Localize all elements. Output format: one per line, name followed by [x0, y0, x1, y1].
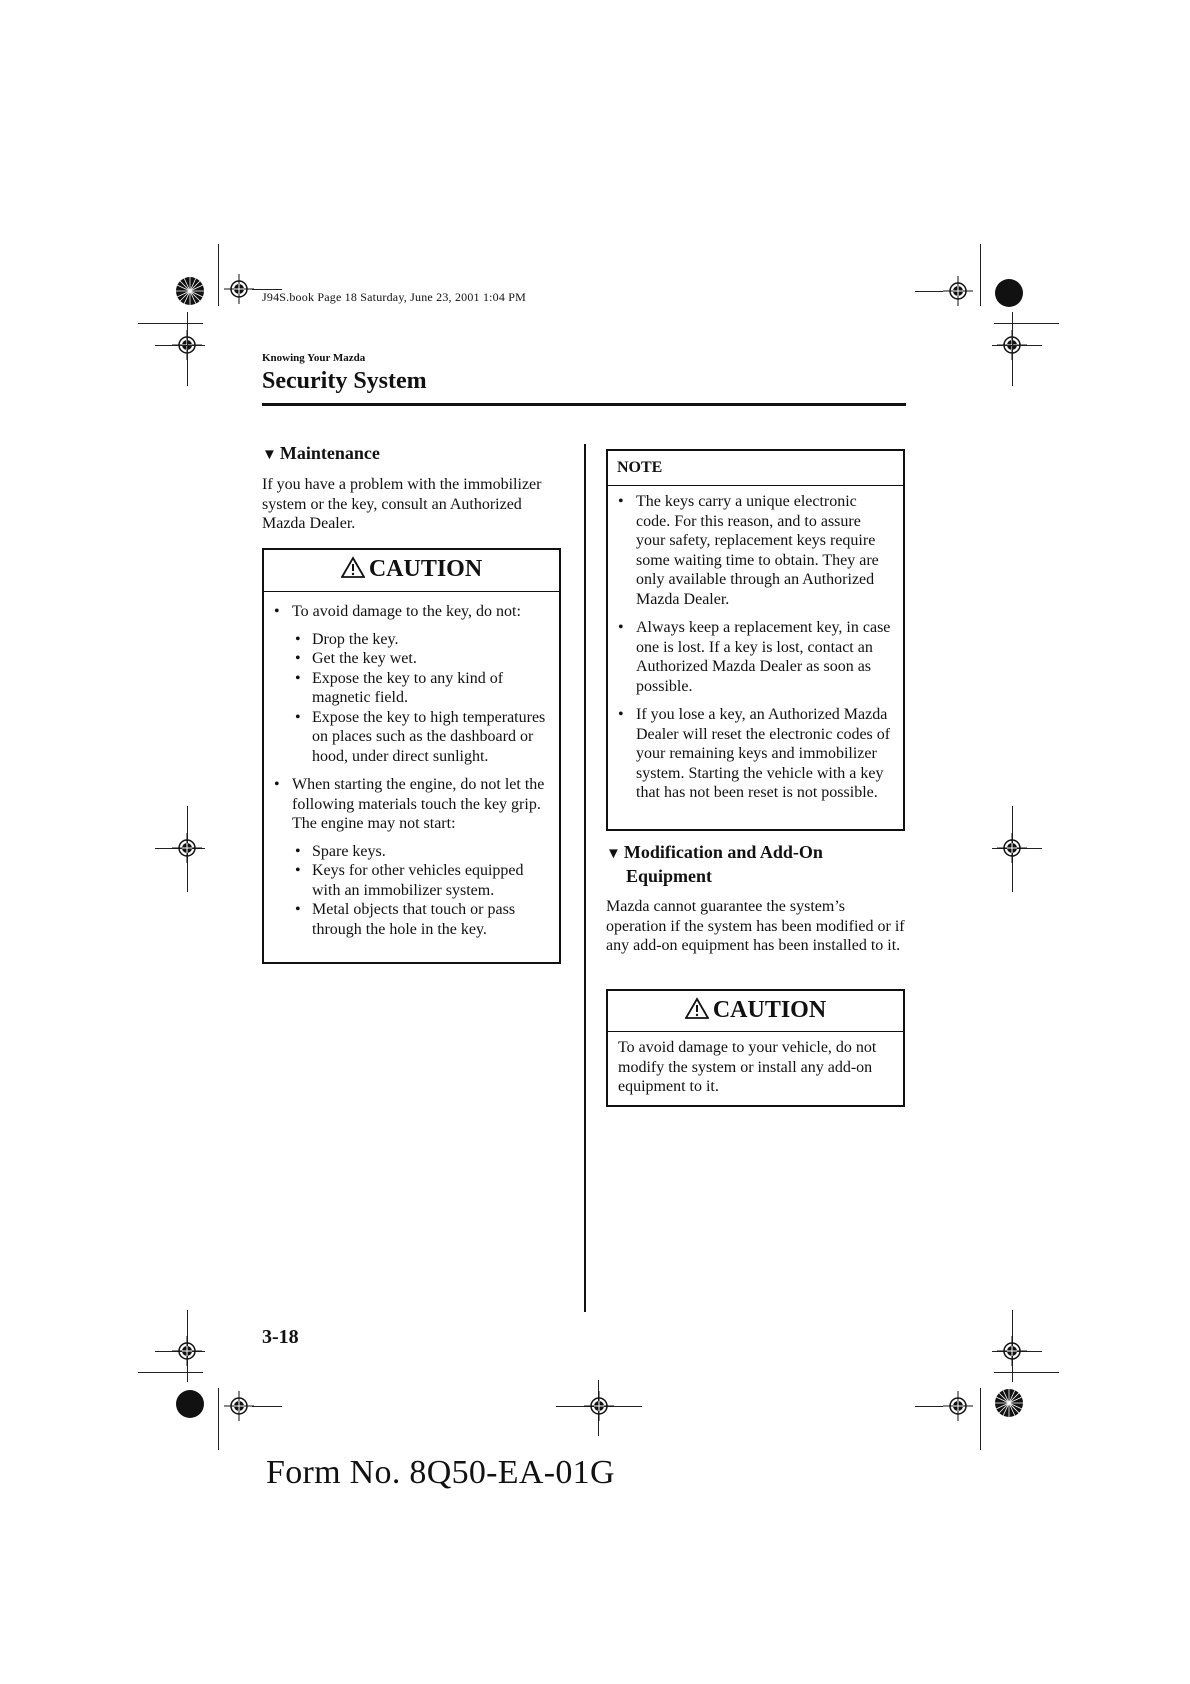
solid-dot-mark-icon	[994, 278, 1024, 308]
modification-text: Mazda cannot guarantee the system’s operation if the system has been modified or if any add-on equipment has been installed to it.	[606, 898, 905, 954]
caution-item-text: To avoid damage to the key, do not:	[292, 603, 521, 620]
left-column	[262, 442, 562, 534]
caution-subitem: • Expose the key to high temperatures on places such as the dashboard or hood, under direct sunlight.	[292, 708, 551, 767]
caution-item	[264, 602, 551, 766]
page-title: Security System	[262, 368, 427, 394]
note-item: • If you lose a key, an Authorized Mazda Dealer will reset the electronic codes of your remaining keys and immobilizer system. Starting the vehicle with a key that has not been reset is not possible.	[608, 705, 893, 803]
crosshair-mark-icon	[584, 1391, 614, 1421]
caution-header	[264, 550, 559, 592]
caution-subitem: • Spare keys.	[292, 842, 551, 862]
warning-triangle-icon	[341, 556, 365, 578]
section-label: Knowing Your Mazda	[262, 352, 366, 364]
triangle-down-icon: ▼	[262, 447, 277, 463]
note-box	[606, 449, 905, 831]
crosshair-mark-icon	[224, 1391, 254, 1421]
caution-text: To avoid damage to your vehicle, do not modify the system or install any add-on equipment to it.	[618, 1039, 877, 1095]
crosshair-mark-icon	[943, 276, 973, 306]
modification-heading	[606, 841, 906, 865]
caution-title: CAUTION	[368, 556, 483, 582]
caution-subitem: • Keys for other vehicles equipped with an immobilizer system.	[292, 861, 551, 900]
crosshair-mark-icon	[172, 1336, 202, 1366]
caution-subitem: • Expose the key to any kind of magnetic field.	[292, 669, 551, 708]
crosshair-mark-icon	[224, 274, 254, 304]
maintenance-heading-text: Maintenance	[279, 443, 380, 463]
caution-box-right	[606, 989, 905, 1107]
caution-subitem: • Drop the key.	[292, 630, 551, 650]
crosshair-mark-icon	[172, 833, 202, 863]
solid-dot-mark-icon	[175, 1389, 205, 1419]
caution-body	[264, 592, 559, 939]
file-info: J94S.book Page 18 Saturday, June 23, 2001 1:04 PM	[262, 290, 527, 304]
note-body	[608, 486, 903, 803]
note-item: • The keys carry a unique electronic code. For this reason, and to assure your safety, replacement keys require some waiting time to obtain. They are only available through an Authorized Mazda Dealer.	[608, 492, 893, 609]
caution-subitem: • Get the key wet.	[292, 649, 551, 669]
crosshair-mark-icon	[943, 1391, 973, 1421]
caution-header	[608, 991, 903, 1032]
caution-item	[264, 775, 551, 939]
starburst-mark-icon	[994, 1388, 1024, 1418]
caution-title: CAUTION	[712, 997, 827, 1023]
crosshair-mark-icon	[997, 1336, 1027, 1366]
maintenance-text: If you have a problem with the immobilizer system or the key, consult an Authorized Mazda Dealer.	[262, 476, 542, 532]
note-title: NOTE	[608, 451, 903, 486]
crosshair-mark-icon	[997, 833, 1027, 863]
caution-item-text: When starting the engine, do not let the following materials touch the key grip. The engine may not start:	[292, 776, 545, 832]
form-number: Form No. 8Q50-EA-01G	[266, 1454, 615, 1491]
triangle-down-icon: ▼	[606, 846, 621, 862]
caution-box-left	[262, 548, 561, 964]
warning-triangle-icon	[685, 997, 709, 1019]
note-item: • Always keep a replacement key, in case one is lost. If a key is lost, contact an Authorized Mazda Dealer as soon as possible.	[608, 618, 893, 696]
modification-heading-line1: Modification and Add-On	[623, 842, 823, 862]
modification-section	[606, 841, 906, 956]
page-number: 3-18	[262, 1326, 299, 1348]
column-divider	[584, 444, 586, 1312]
caution-subitem: • Metal objects that touch or pass through the hole in the key.	[292, 900, 551, 939]
modification-heading-line2: Equipment	[626, 866, 713, 886]
starburst-mark-icon	[175, 276, 205, 306]
maintenance-heading	[262, 442, 562, 466]
title-rule	[262, 403, 906, 406]
